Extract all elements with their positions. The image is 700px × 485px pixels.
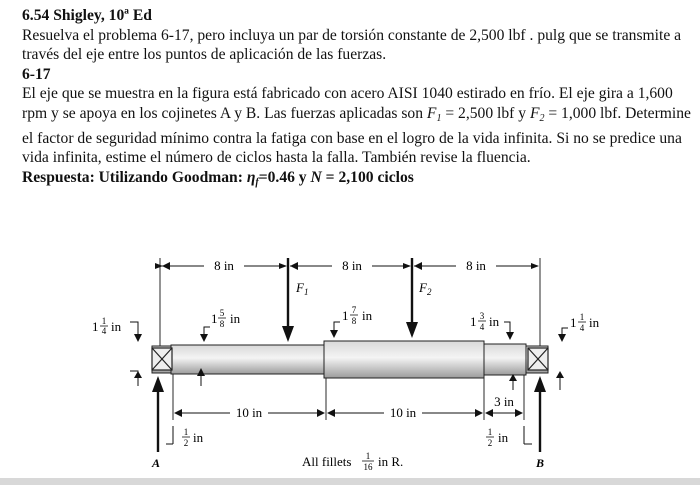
extension-lines: [160, 258, 540, 420]
dim-8in-1: 8 in: [214, 258, 234, 273]
half-right-unit: in: [498, 430, 509, 445]
label-f1: $F_1$: [296, 280, 309, 297]
answer-suffix: = 2,100 ciclos: [321, 168, 414, 186]
dia-2-den: 8: [219, 319, 225, 329]
dia-left-num: 1: [101, 316, 107, 326]
dia-3-whole: 1: [342, 308, 349, 323]
answer-mid: =0.46 y: [258, 168, 311, 186]
dim-8in-2: 8 in: [342, 258, 362, 273]
dia-2-unit: in: [230, 311, 241, 326]
f1-text: = 2,500 lbf y: [441, 104, 530, 122]
reaction-b-arrow: [534, 376, 546, 452]
bottom-bar: [0, 478, 700, 485]
f2-text: = 1,000 lbf. Determine el factor de seguridad mínimo contra la fatiga con base en el logro de la vida infinita. Si no se predice una vida infinita, estime el número de ciclos hasta la falla. También revise la fluencia.: [22, 104, 691, 167]
answer-prefix: Respuesta: Utilizando Goodman:: [22, 168, 247, 186]
dia-2-num: 5: [219, 308, 225, 318]
half-left-unit: in: [193, 430, 204, 445]
fillets-text: All fillets: [302, 454, 352, 469]
dia-4-num: 3: [479, 311, 485, 321]
dia-3-unit: in: [362, 308, 373, 323]
shaft: [152, 341, 548, 378]
intro-paragraph: Resuelva el problema 6-17, pero incluya un par de torsión constante de 2,500 lbf . pulg que se transmite a través del eje entre los puntos de aplicación de las fuerzas.: [22, 26, 682, 64]
fillets-unit: in R.: [378, 454, 404, 469]
dia-right-unit: in: [589, 315, 600, 330]
f1-symbol: F: [426, 104, 437, 122]
dim-10in-1: 10 in: [235, 405, 263, 420]
shaft-section-3: [484, 344, 526, 375]
answer-eta-sub: f: [255, 176, 259, 188]
dia-left-whole: 1: [92, 319, 99, 334]
dia-right-den: 4: [579, 323, 585, 333]
label-f2: $F_2$: [419, 280, 432, 297]
bearing-a: [152, 348, 172, 370]
problem-number: 6-17: [22, 65, 51, 83]
half-right-num: 1: [487, 427, 493, 437]
force-f2-arrow: [406, 258, 418, 338]
dia-4-unit: in: [489, 314, 500, 329]
half-left-den: 2: [183, 438, 189, 448]
dia-4-den: 4: [479, 322, 485, 332]
dia-right-whole: 1: [570, 315, 577, 330]
force-f1-arrow: [282, 258, 294, 342]
f1-subscript: 1: [436, 112, 442, 124]
shaft-section-2: [324, 341, 484, 378]
half-right-den: 2: [487, 438, 493, 448]
answer-n: N: [310, 168, 322, 186]
answer-eta: η: [246, 168, 256, 186]
dia-4-whole: 1: [470, 314, 477, 329]
reaction-a-arrow: [152, 376, 164, 452]
shaft-section-1: [171, 345, 326, 374]
bearing-b: [528, 348, 548, 370]
f2-symbol: F: [529, 104, 540, 122]
problem-text-a: El eje que se muestra en la figura está fabricado con acero AISI 1040 estirado en frío. El eje gira a 1,600 rpm y se apoya en los cojinetes A y B. Las fuerzas aplicadas son: [22, 85, 673, 122]
problem-heading: 6.54 Shigley, 10ª Ed: [22, 7, 152, 24]
dia-3-den: 8: [351, 316, 357, 326]
dim-8in-3: 8 in: [466, 258, 486, 273]
half-left-num: 1: [183, 427, 189, 437]
fillets-den: 16: [363, 462, 373, 472]
f2-subscript: 2: [539, 112, 545, 124]
dim-10in-2: 10 in: [389, 405, 417, 420]
dia-right-num: 1: [579, 312, 585, 322]
label-a: A: [151, 456, 161, 470]
dia-2-whole: 1: [211, 311, 218, 326]
dia-left-den: 4: [101, 326, 107, 336]
dia-3-num: 7: [351, 305, 357, 315]
dim-3in: 3 in: [494, 394, 514, 409]
label-b: B: [535, 456, 545, 470]
dia-left-unit: in: [111, 319, 122, 334]
fillets-num: 1: [365, 451, 371, 461]
